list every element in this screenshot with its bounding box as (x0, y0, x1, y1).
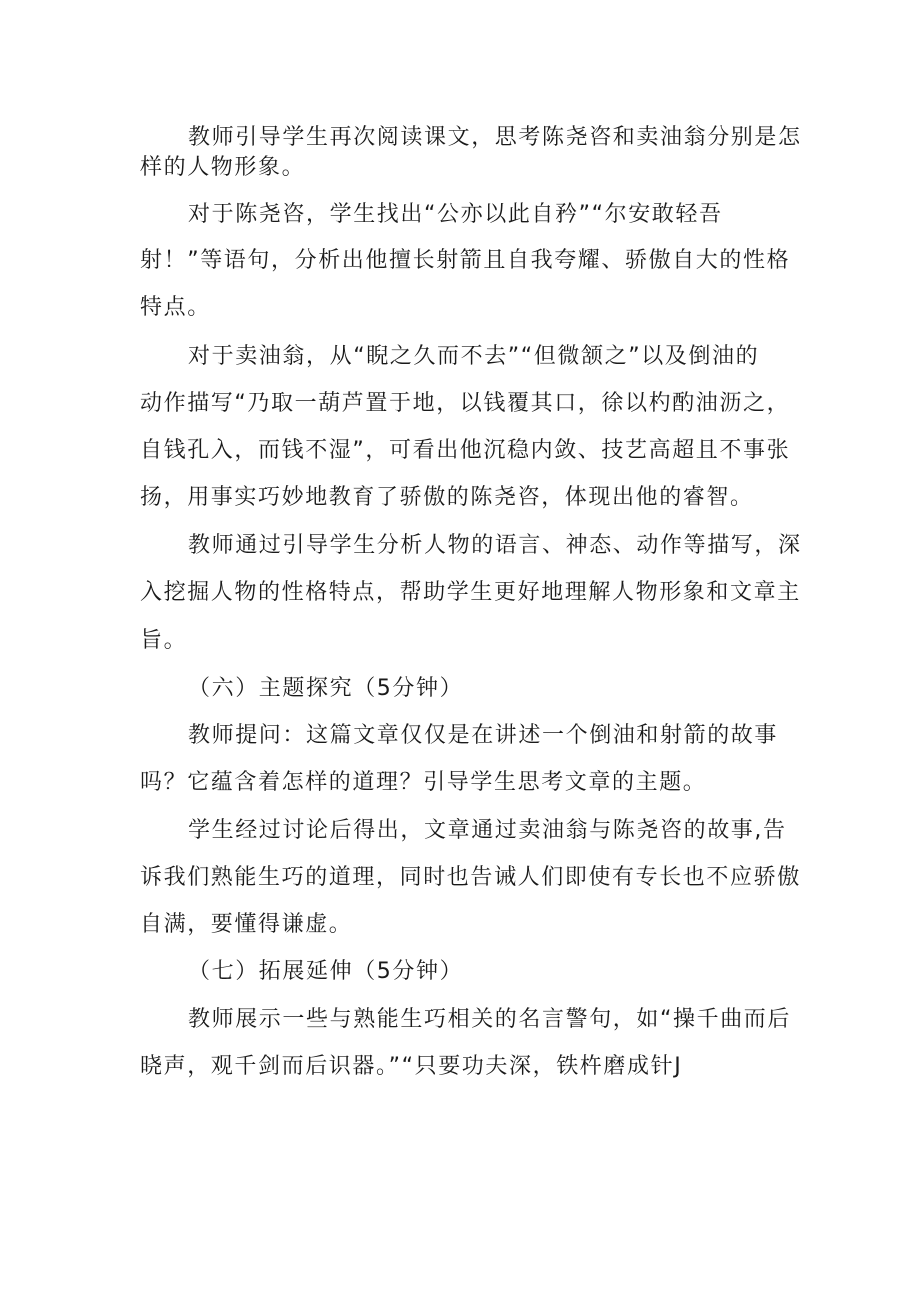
paragraph-line: 自钱孔入，而钱不湿”，可看出他沉稳内敛、技艺高超且不事张 (140, 438, 791, 463)
paragraph-line: 样的人物形象。 (140, 155, 306, 180)
paragraph-line: 自满，要懂得谦虚。 (140, 912, 353, 937)
paragraph-line: 教师提问：这篇文章仅仅是在讲述一个倒油和射箭的故事 (188, 723, 779, 748)
paragraph-line: 旨。 (140, 628, 188, 653)
paragraph-line: 射！”等语句，分析出他擅长射箭且自我夸耀、骄傲自大的性格 (140, 248, 791, 273)
paragraph-line: 对于卖油翁，从“睨之久而不去”“但微颔之”以及倒油的 (188, 344, 760, 369)
paragraph-line: 特点。 (140, 295, 211, 320)
paragraph-line: 入挖掘人物的性格特点，帮助学生更好地理解人物形象和文章主 (140, 580, 801, 605)
paragraph-line: 教师通过引导学生分析人物的语言、神态、动作等描写，深 (188, 533, 802, 558)
paragraph-line: 教师展示一些与熟能生巧相关的名言警句，如“操千曲而后 (188, 1007, 791, 1032)
section-heading: （七）拓展延伸（5分钟） (188, 959, 464, 984)
paragraph-line: 教师引导学生再次阅读课文，思考陈尧咨和卖油翁分别是怎 (188, 125, 802, 150)
section-heading: （六）主题探究（5分钟） (188, 676, 464, 701)
paragraph-line: 对于陈尧咨，学生找出“公亦以此自矜”“尔安敢轻吾 (188, 202, 723, 227)
paragraph-line: 扬，用事实巧妙地教育了骄傲的陈尧咨，体现出他的睿智。 (140, 485, 754, 510)
paragraph-line: 动作描写“乃取一葫芦置于地，以钱覆其口，徐以杓酌油沥之， (140, 391, 791, 416)
paragraph-line: 学生经过讨论后得出，文章通过卖油翁与陈尧咨的故事,告 (188, 818, 787, 843)
paragraph-line: 吗？它蕴含着怎样的道理？引导学生思考文章的主题。 (140, 770, 707, 795)
paragraph-line: 晓声，观千剑而后识器。”“只要功夫深，铁杵磨成针J (140, 1054, 683, 1079)
paragraph-line: 诉我们熟能生巧的道理，同时也告诫人们即使有专长也不应骄傲 (140, 865, 801, 890)
